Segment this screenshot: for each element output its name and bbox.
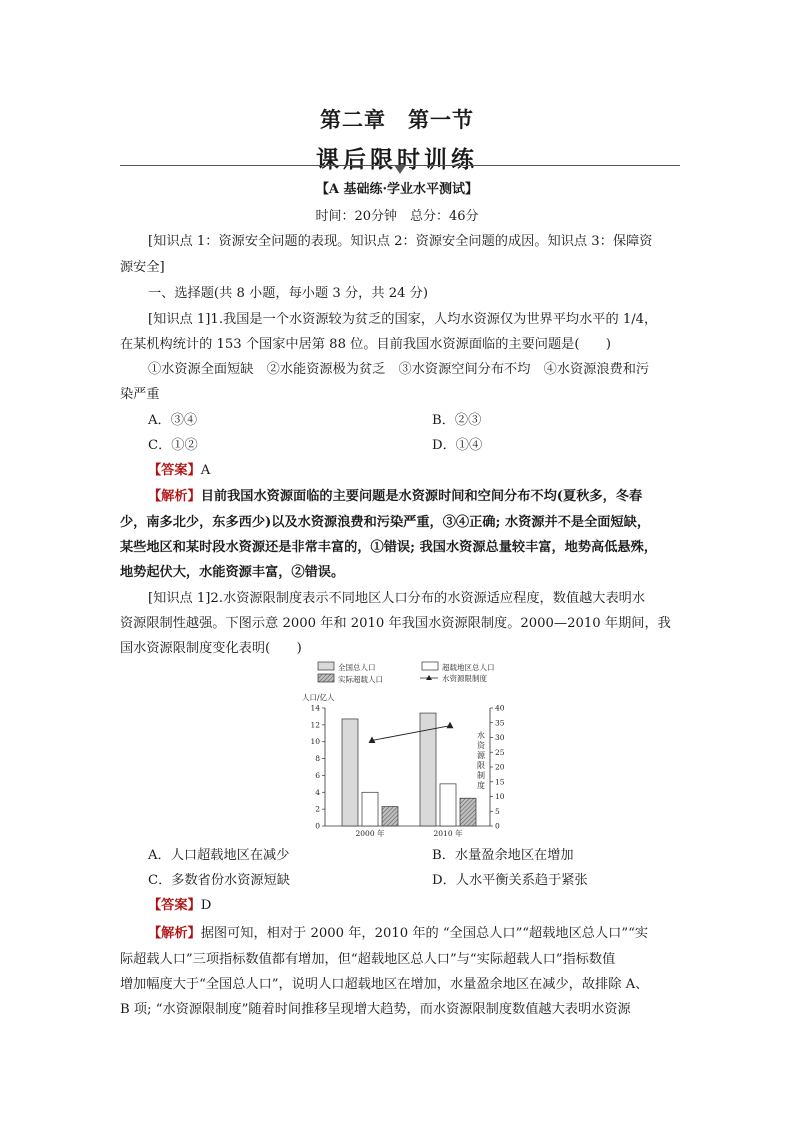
y2-tick-label: 35 (495, 718, 505, 728)
q1-option-b[interactable]: B．②③ (432, 413, 482, 428)
y-tick-label: 10 (310, 737, 320, 747)
analysis-label: 【解析】 (148, 489, 201, 504)
chart-svg (300, 658, 520, 840)
knowledge-line2: 源安全] (120, 260, 165, 275)
x-tick-label: 2010 年 (433, 829, 463, 838)
y2-tick-label: 25 (495, 747, 505, 757)
section-name: 【A 基础练·学业水平测试】 (315, 182, 479, 197)
y-tick-label: 12 (310, 720, 320, 730)
y2-axis-label-char: 限 (477, 761, 485, 770)
y2-axis-label-char: 度 (477, 781, 485, 790)
q2-analysis-line1 (148, 922, 648, 941)
y2-axis-label-char: 水 (477, 731, 485, 740)
y-tick-label: 8 (315, 754, 320, 764)
y-tick-label: 14 (310, 703, 320, 713)
q1-stem-line2: 在某机构统计的 153 个国家中居第 88 位。目前我国水资源面临的主要问题是( ) (120, 337, 612, 352)
y-tick-label: 2 (315, 804, 320, 814)
analysis-text: 据图可知，相对于 2000 年，2010 年的 “全国总人口”“超载地区总人口”“实 (200, 926, 649, 941)
y2-tick-label: 10 (495, 792, 505, 801)
bar-实际超载人口 (382, 807, 398, 826)
x-tick-label: 2000 年 (355, 829, 385, 838)
q2-stem-line1: [知识点 1]2.水资源限制度表示不同地区人口分布的水资源适应程度，数值越大表明水 (148, 591, 646, 606)
q1-stem-line1: [知识点 1]1.我国是一个水资源较为贫乏的国家，人均水资源仅为世界平均水平的 1/4， (148, 312, 658, 327)
y2-tick-label: 15 (495, 777, 505, 787)
legend-swatch (318, 674, 334, 682)
q2-stem-line2: 资源限制性越强。下图示意 2000 年和 2010 年我国水资源限制度。2000—2010 年期间，我 (120, 616, 671, 631)
divider-arrow-icon (394, 165, 406, 174)
analysis-label: 【解析】 (148, 926, 201, 941)
q1-analysis-line3: 某些地区和某时段水资源还是非常丰富的，①错误; 我国水资源总量较丰富，地势高低悬殊， (120, 540, 657, 555)
q2-option-a[interactable]: A．人口超载地区在减少 (148, 848, 290, 863)
answer-value: A (200, 463, 211, 478)
y2-axis-label-char: 源 (477, 751, 485, 760)
analysis-text: 目前我国水资源面临的主要问题是水资源时间和空间分布不均(夏秋多，冬春 (200, 489, 643, 504)
bar-超载地区总人口 (362, 792, 378, 826)
q2-option-c[interactable]: C．多数省份水资源短缺 (148, 873, 290, 888)
y2-axis-label-char: 资 (477, 741, 485, 750)
q2-option-d[interactable]: D．人水平衡关系趋于紧张 (432, 873, 588, 888)
q1-analysis-line1 (148, 485, 642, 504)
answer-label: 【答案】 (148, 898, 201, 913)
legend-label: 超载地区总人口 (442, 663, 495, 672)
q2-stem-line3: 国水资源限制度变化表明( ) (120, 641, 302, 656)
bar-超载地区总人口 (440, 784, 456, 826)
part-title: 一、选择题(共 8 小题，每小题 3 分，共 24 分) (148, 286, 429, 301)
y2-tick-label: 5 (495, 806, 500, 816)
q1-answer (148, 459, 210, 478)
q1-option-a[interactable]: A．③④ (148, 413, 198, 428)
chapter-title: 第二章 第一节 (320, 107, 474, 132)
page-title: 课后限时训练 (316, 146, 478, 173)
legend-label: 实际超载人口 (338, 675, 383, 684)
legend-label: 水资源限制度 (442, 674, 487, 683)
water-limit-chart (300, 658, 520, 840)
q2-answer (148, 894, 211, 913)
chart-legend (318, 662, 495, 684)
legend-swatch (422, 662, 438, 670)
knowledge-line1: [知识点 1：资源安全问题的表现。知识点 2：资源安全问题的成因。知识点 3：保障资 (148, 234, 653, 249)
y-tick-label: 4 (315, 787, 320, 797)
y-tick-label: 0 (315, 821, 320, 831)
q1-analysis-line4: 地势起伏大，水能资源丰富，②错误。 (120, 565, 345, 580)
q1-items-line2: 染严重 (120, 387, 160, 402)
bar-实际超载人口 (460, 798, 476, 826)
q1-option-c[interactable]: C．①② (148, 438, 198, 453)
chart-bars (342, 713, 476, 826)
y2-tick-label: 0 (495, 821, 500, 831)
q2-analysis-line3: 增加幅度大于“全国总人口”，说明人口超载地区在增加，水量盈余地区在减少，故排除 A、 (120, 977, 649, 992)
y2-tick-label: 40 (495, 703, 505, 713)
q1-option-d[interactable]: D．①④ (432, 438, 483, 453)
q1-items-line1: ①水资源全面短缺 ②水能资源极为贫乏 ③水资源空间分布不均 ④水资源浪费和污 (148, 362, 650, 377)
answer-label: 【答案】 (148, 463, 201, 478)
legend-triangle-icon (426, 675, 432, 680)
y-axis-label: 人口/亿人 (302, 693, 335, 702)
q1-analysis-line2: 少，南多北少，东多西少)以及水资源浪费和污染严重，③④正确; 水资源并不是全面短缺， (120, 515, 651, 530)
y-tick-label: 6 (315, 770, 320, 780)
q2-analysis-line2: 际超载人口”三项指标数值都有增加，但“超载地区总人口”与“实际超载人口”指标数值 (120, 952, 616, 967)
answer-value: D (200, 898, 212, 913)
section-time: 时间：20分钟 总分：46分 (315, 209, 479, 224)
q2-analysis-line4: B 项; “水资源限制度”随着时间推移呈现增大趋势，而水资源限制度数值越大表明水资源 (120, 1002, 631, 1017)
water-limit-line (372, 726, 450, 741)
bar-全国总人口 (342, 719, 358, 826)
q2-option-b[interactable]: B．水量盈余地区在增加 (432, 848, 574, 863)
water-limit-point (447, 722, 454, 729)
legend-label: 全国总人口 (338, 663, 376, 672)
y2-axis-label-char: 制 (477, 771, 485, 780)
legend-swatch (318, 662, 334, 670)
y2-tick-label: 20 (495, 762, 505, 772)
chart-line (369, 722, 454, 743)
y2-tick-label: 30 (495, 733, 505, 742)
